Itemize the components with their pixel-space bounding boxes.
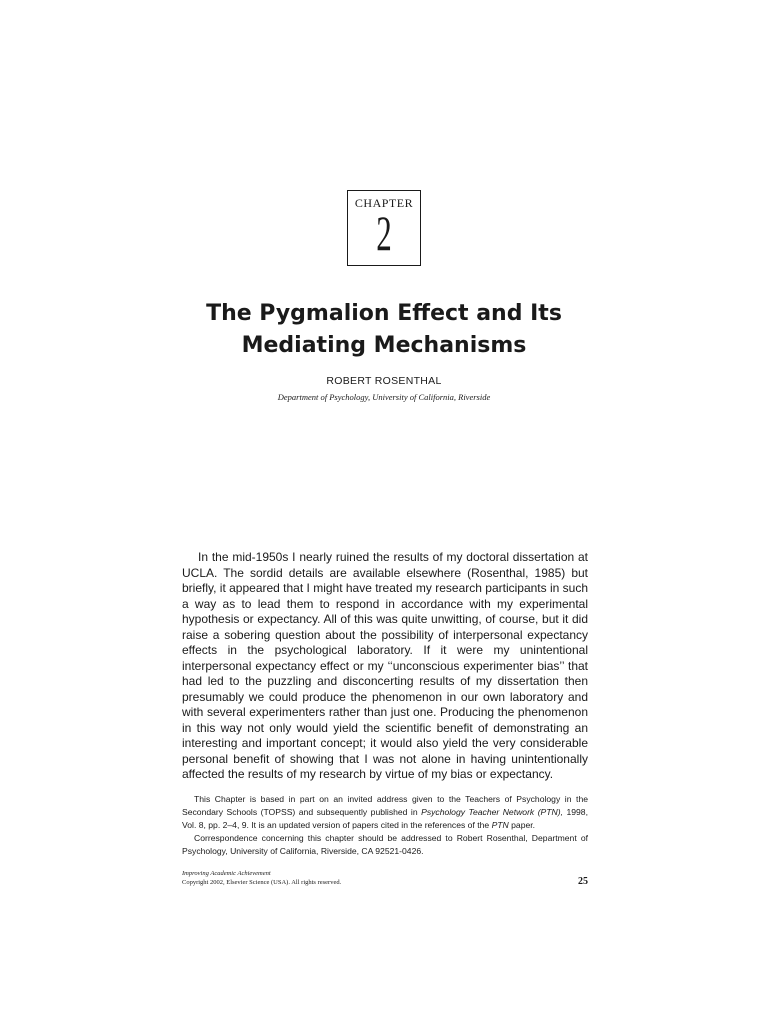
footer-book-title: Improving Academic Achievement xyxy=(182,870,271,877)
chapter-title-line-1: The Pygmalion Effect and Its xyxy=(206,301,562,326)
footnote-chapter-basis xyxy=(182,793,588,832)
chapter-box xyxy=(347,190,421,266)
chapter-label: CHAPTER xyxy=(354,196,414,210)
footnote-ptn: PTN xyxy=(491,820,509,830)
footnote-text: 1998, Vol. 8, pp. 2–4, 9. It is an updated version of papers cited in the references of the xyxy=(182,807,588,830)
chapter-number: 2 xyxy=(376,205,392,261)
footnote-correspondence: Correspondence concerning this chapter should be addressed to Robert Rosenthal, Department of Psychology, University of California, Riverside, CA 92521-0426. xyxy=(182,833,588,856)
footnote-text: This Chapter is based in part on an invited address given to the Teachers of Psychology in the Secondary Schools (TOPSS) and subsequently published in xyxy=(182,794,588,817)
author-affiliation: Department of Psychology, University of California, Riverside xyxy=(277,392,491,402)
footer-left xyxy=(182,869,341,887)
footnote-journal-title: Psychology Teacher Network (PTN), xyxy=(421,807,563,817)
footnotes xyxy=(182,793,588,858)
chapter-title xyxy=(0,298,768,362)
body-paragraph: In the mid-1950s I nearly ruined the results of my doctoral dissertation at UCLA. The sordid details are available elsewhere (Rosenthal, 1985) but briefly, it appeared that I might have treated my research participants in such a way as to lead them to respond in accordance with my experimental hypothesis or expectancy. All of this was quite unwitting, of course, but it did raise a sobering question about the possibility of interpersonal expectancy effects in the psychological laboratory. If it were my unintentional interpersonal expectancy effect or my ‘‘unconscious experimenter bias’’ that had led to the puzzling and disconcerting results of my dissertation then presumably we could produce the phenomenon in our own laboratory and with several experimenters rather than just one. Producing the phenomenon in this way not only would yield the scientific benefit of demonstrating an interesting and important concept; it would also yield the very considerable personal benefit of showing that I was not alone in having unintentionally affected the results of my research by virtue of my bias or expectancy. xyxy=(182,550,588,781)
page-number: 25 xyxy=(578,876,588,887)
chapter-title-line-2: Mediating Mechanisms xyxy=(241,333,527,358)
footnote-text: paper. xyxy=(508,820,536,830)
footer-copyright: Copyright 2002, Elsevier Science (USA). All rights reserved. xyxy=(182,879,342,886)
author-name: ROBERT ROSENTHAL xyxy=(326,375,442,387)
